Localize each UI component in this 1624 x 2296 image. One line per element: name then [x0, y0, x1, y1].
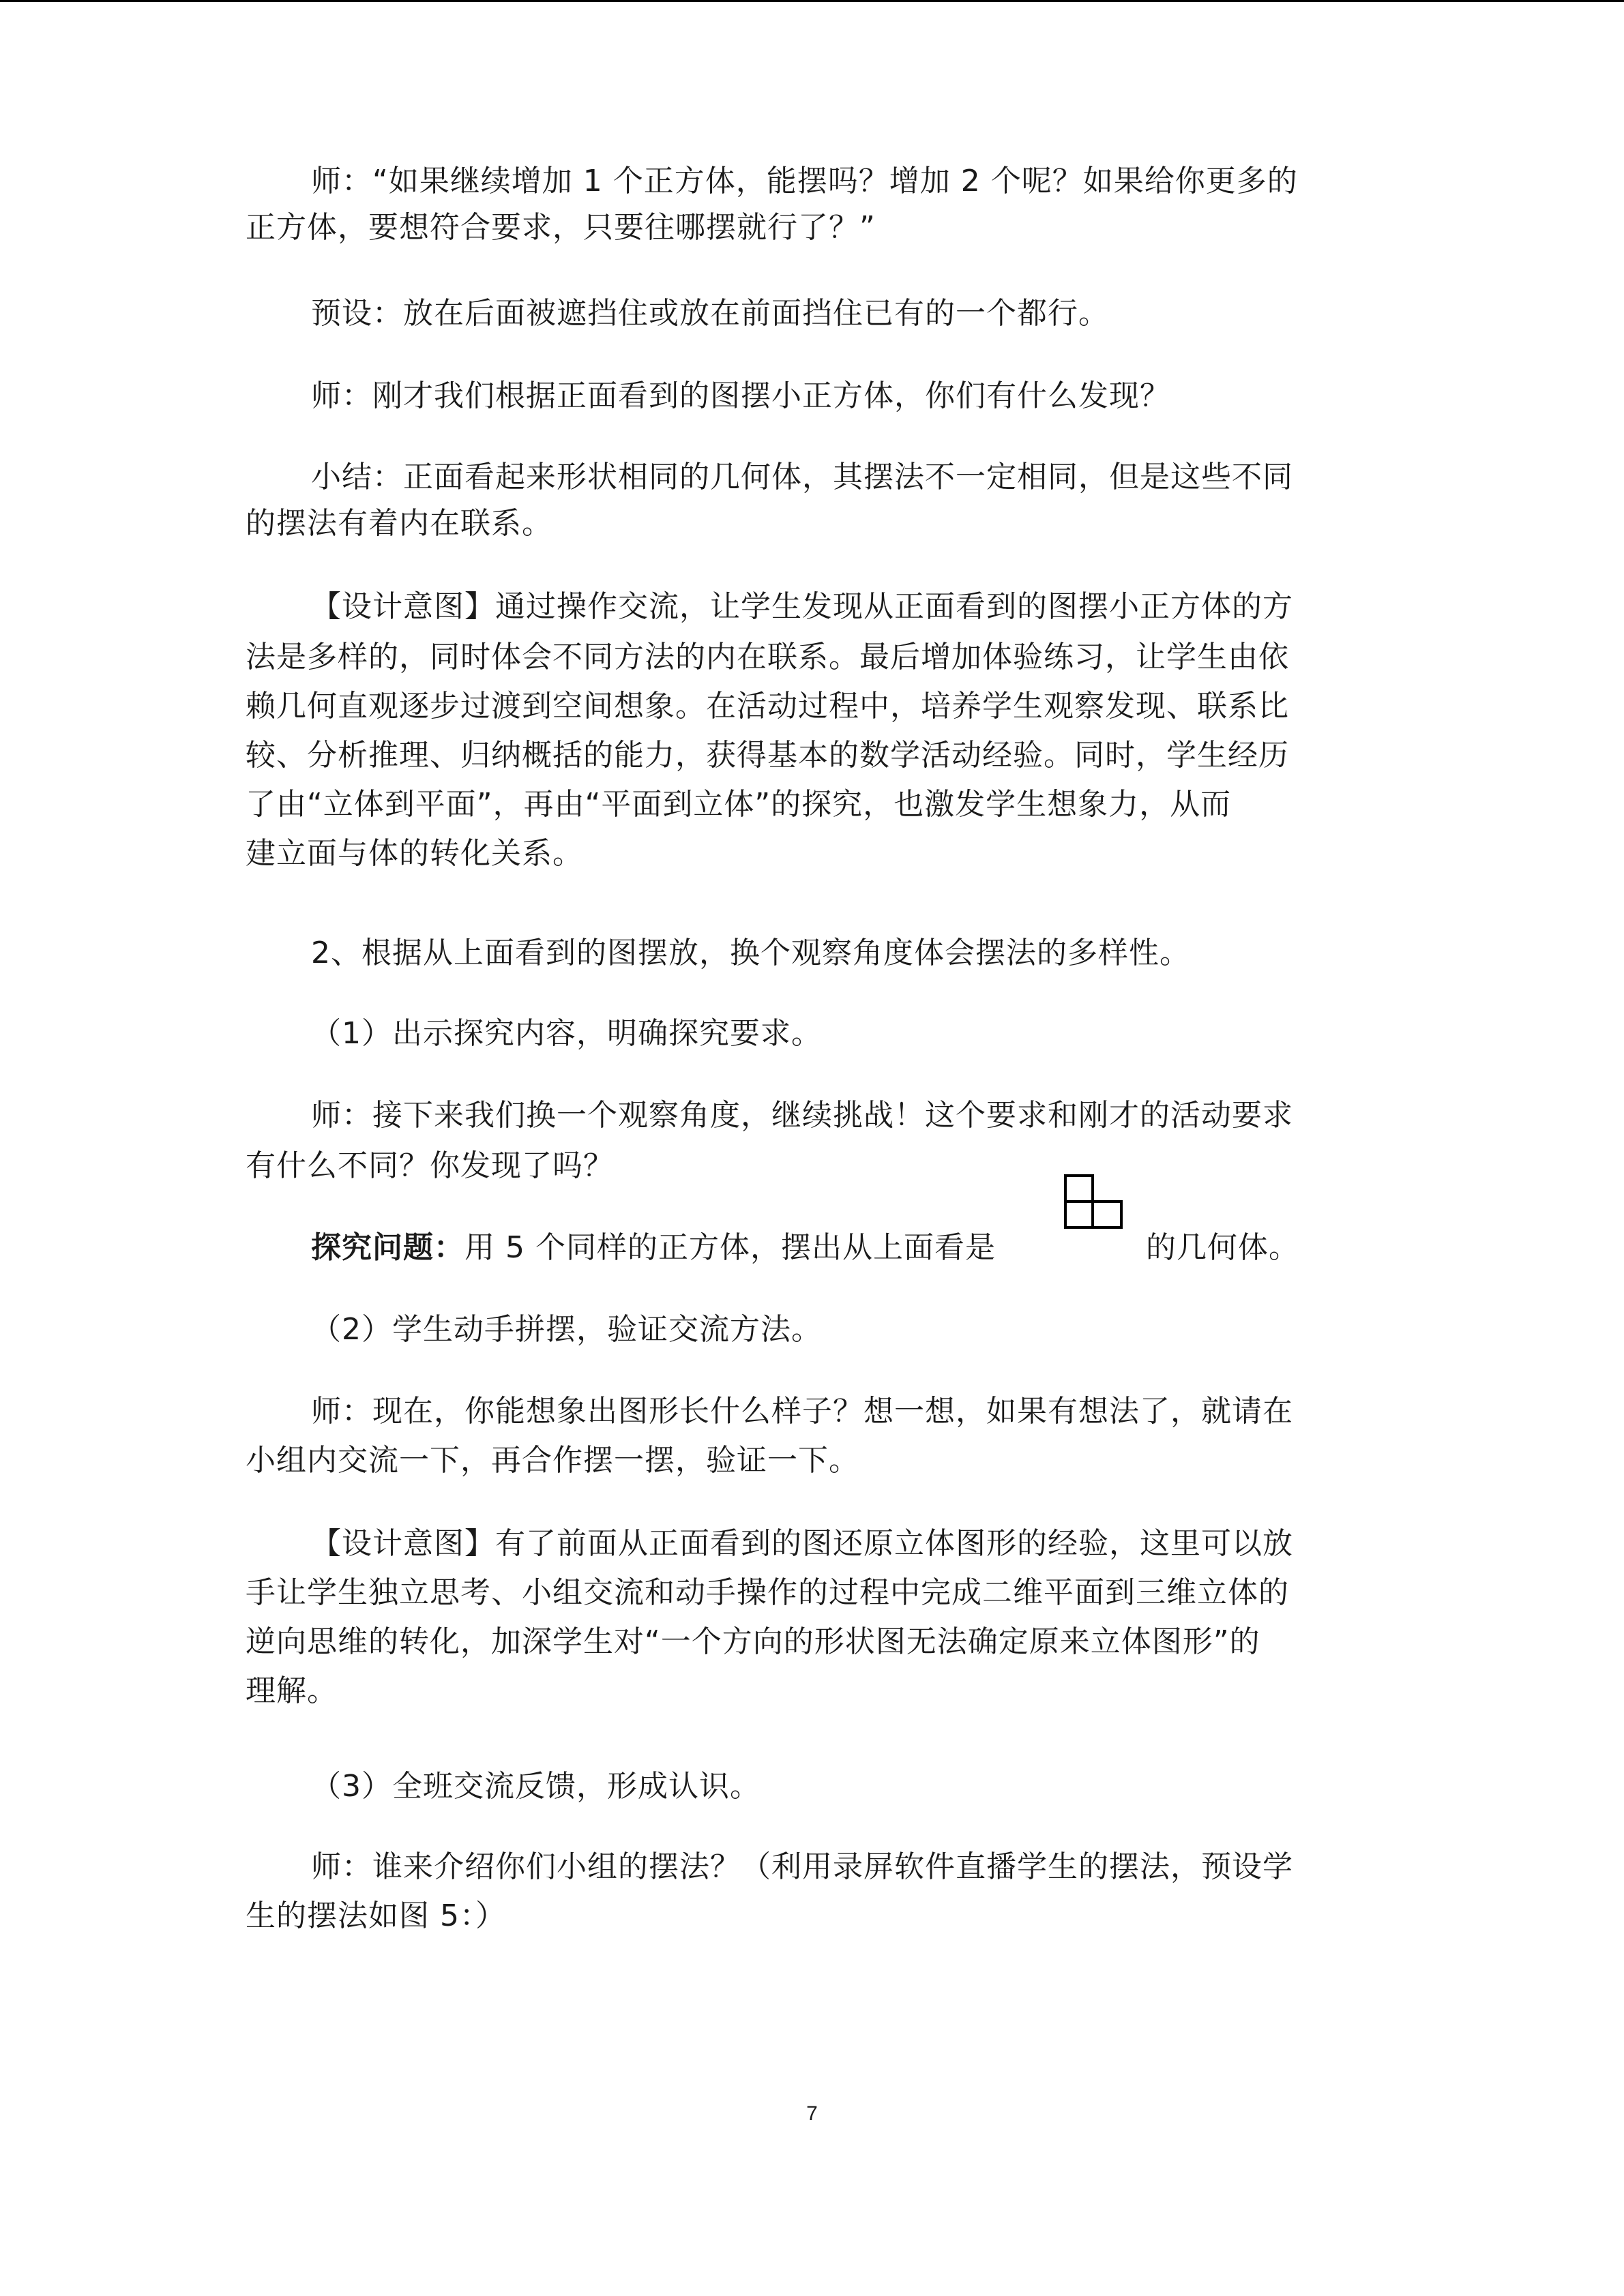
paragraph-line: 法是多样的，同时体会不同方法的内在联系。最后增加体验练习，让学生由依	[246, 640, 1289, 674]
paragraph-line: 【设计意图】有了前面从正面看到的图还原立体图形的经验，这里可以放	[311, 1526, 1293, 1561]
paragraph-line: 理解。	[246, 1673, 338, 1708]
inquiry-question	[311, 1227, 996, 1268]
paragraph-line: 手让学生独立思考、小组交流和动手操作的过程中完成二维平面到三维立体的	[246, 1575, 1289, 1610]
paragraph-line: 师：“如果继续增加 1 个正方体，能摆吗？增加 2 个呢？如果给你更多的	[311, 164, 1298, 198]
paragraph-line: 生的摆法如图 5：）	[246, 1898, 506, 1933]
paragraph-line: 逆向思维的转化，加深学生对“一个方向的形状图无法确定原来立体图形”的	[246, 1624, 1260, 1659]
inquiry-question-suffix: 的几何体。	[1146, 1230, 1299, 1265]
step-heading: （1）出示探究内容，明确探究要求。	[311, 1016, 822, 1051]
page-number: 7	[806, 2102, 818, 2125]
paragraph-line: 师：刚才我们根据正面看到的图摆小正方体，你们有什么发现？	[311, 378, 1170, 413]
paragraph-line: 的摆法有着内在联系。	[246, 506, 552, 541]
paragraph-line: 师：接下来我们换一个观察角度，继续挑战！这个要求和刚才的活动要求	[311, 1098, 1293, 1133]
paragraph-line: 师：谁来介绍你们小组的摆法？（利用录屏软件直播学生的摆法，预设学	[311, 1849, 1293, 1884]
paragraph-line: 了由“立体到平面”，再由“平面到立体”的探究，也激发学生想象力，从而	[246, 787, 1232, 822]
section-heading: 2、根据从上面看到的图摆放，换个观察角度体会摆法的多样性。	[311, 936, 1190, 970]
step-heading: （3）全班交流反馈，形成认识。	[311, 1769, 761, 1804]
paragraph-line: 有什么不同？你发现了吗？	[246, 1148, 614, 1183]
paragraph-line: 小结：正面看起来形状相同的几何体，其摆法不一定相同，但是这些不同	[311, 460, 1293, 494]
paragraph-line: 师：现在，你能想象出图形长什么样子？想一想，如果有想法了，就请在	[311, 1394, 1293, 1429]
paragraph-line: 预设：放在后面被遮挡住或放在前面挡住已有的一个都行。	[311, 296, 1109, 331]
paragraph-line: 较、分析推理、归纳概括的能力，获得基本的数学活动经验。同时，学生经历	[246, 738, 1289, 773]
step-heading: （2）学生动手拼摆，验证交流方法。	[311, 1312, 822, 1347]
paragraph-line: 建立面与体的转化关系。	[246, 836, 583, 871]
paragraph-line: 赖几何直观逐步过渡到空间想象。在活动过程中，培养学生观察发现、联系比	[246, 689, 1289, 724]
paragraph-line: 正方体，要想符合要求，只要往哪摆就行了？”	[246, 210, 876, 245]
paragraph-line: 小组内交流一下，再合作摆一摆，验证一下。	[246, 1443, 859, 1478]
inquiry-question-text: 用 5 个同样的正方体，摆出从上面看是	[464, 1230, 996, 1265]
top-border-line	[0, 0, 1624, 2]
inquiry-question-label: 探究问题：	[311, 1230, 464, 1265]
paragraph-line: 【设计意图】通过操作交流，让学生发现从正面看到的图摆小正方体的方	[311, 589, 1293, 624]
top-view-l-shape-icon	[1064, 1174, 1124, 1232]
